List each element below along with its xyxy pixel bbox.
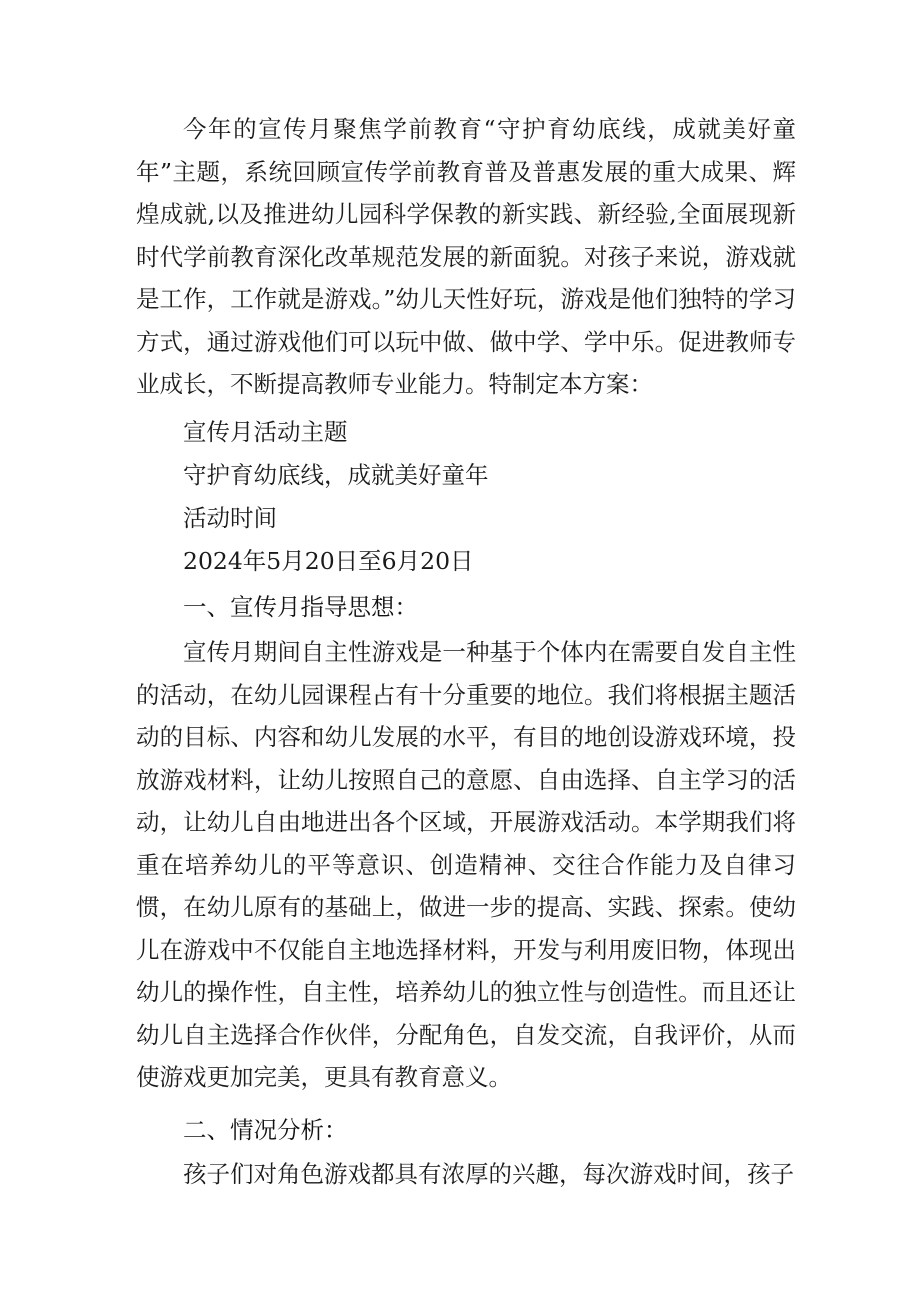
section1-paragraph: 宣传月期间自主性游戏是一种基于个体内在需要自发自主性的活动，在幼儿园课程占有十分重要的地位。我们将根据主题活动的目标、内容和幼儿发展的水平，有目的地创设游戏环境，投放游戏材料，让幼儿按照自己的意愿、自由选择、自主学习的活动，让幼儿自由地进出各个区域，开展游戏活动。本学期我们将重在培养幼儿的平等意识、创造精神、交往合作能力及自律习惯，在幼儿原有的基础上，做进一步的提高、实践、探索。使幼儿在游戏中不仅能自主地选择材料，开发与利用废旧物，体现出幼儿的操作性，自主性，培养幼儿的独立性与创造性。而且还让幼儿自主选择合作伙伴，分配角色，自发交流，自我评价，从而使游戏更加完美，更具有教育意义。 bbox=[136, 638, 796, 1091]
theme-label: 宣传月活动主题 bbox=[183, 418, 348, 446]
section2-heading: 二、情况分析： bbox=[183, 1116, 348, 1144]
time-value: 2024年5月20日至6月20日 bbox=[183, 547, 474, 575]
section2-paragraph: 孩子们对角色游戏都具有浓厚的兴趣，每次游戏时间，孩子 bbox=[183, 1160, 794, 1188]
theme-value: 守护育幼底线，成就美好童年 bbox=[183, 461, 489, 489]
section1-heading: 一、宣传月指导思想： bbox=[183, 593, 418, 621]
intro-paragraph: 今年的宣传月聚焦学前教育“守护育幼底线，成就美好童年”主题，系统回顾宣传学前教育普及普惠发展的重大成果、辉煌成就,以及推进幼儿园科学保教的新实践、新经验,全面展现新时代学前教育深化改革规范发展的新面貌。对孩子来说，游戏就是工作，工作就是游戏。”幼儿天性好玩，游戏是他们独特的学习方式，通过游戏他们可以玩中做、做中学、学中乐。促进教师专业成长，不断提高教师专业能力。特制定本方案： bbox=[136, 115, 796, 398]
time-label: 活动时间 bbox=[183, 504, 277, 532]
